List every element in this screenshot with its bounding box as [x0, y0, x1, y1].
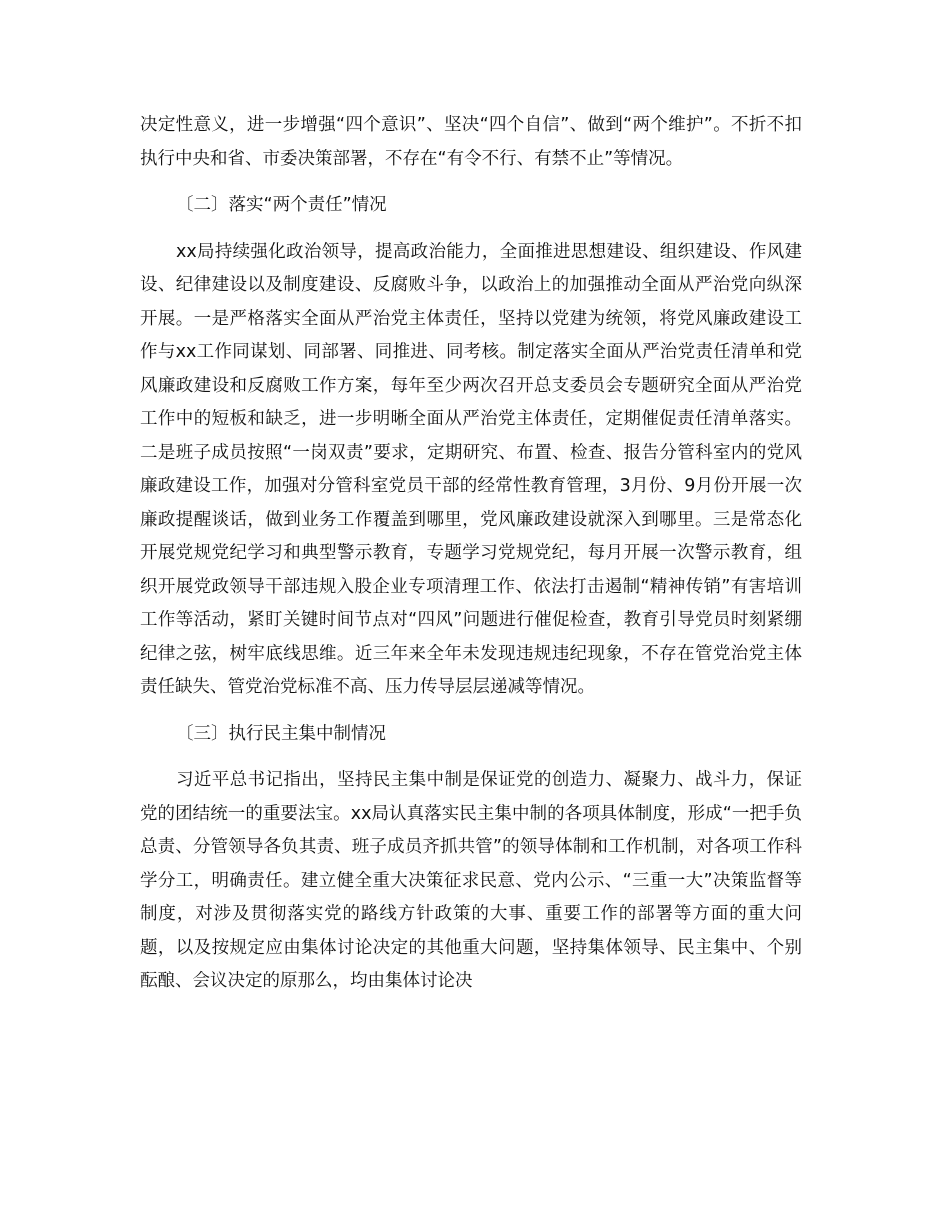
section-heading-democratic-centralism: 〔三〕执行民主集中制情况 — [176, 723, 386, 744]
document-body — [140, 109, 802, 999]
continuation-paragraph: 决定性意义，进一步增强“四个意识”、坚决“四个自信”、做到“两个维护”。不折不扣执行中央和省、市委决策部署，不存在“有令不行、有禁不止”等情况。 — [140, 115, 802, 169]
section-heading-two-responsibilities: 〔二〕落实“两个责任”情况 — [176, 195, 387, 215]
paragraph-democratic-centralism: 习近平总书记指出，坚持民主集中制是保证党的创造力、凝聚力、战斗力，保证党的团结统一的重要法宝。xx局认真落实民主集中制的各项具体制度，形成“一把手负总责、分管领导各负其责、班子成员齐抓共管”的领导体制和工作机制，对各项工作科学分工，明确责任。建立健全重大决策征求民意、党内公示、“三重一大”决策监督等制度，对涉及贯彻落实党的路线方针政策的大事、重要工作的部署等方面的重大问题，以及按规定应由集体讨论决定的其他重大问题，坚持集体领导、民主集中、个别酝酿、会议决定的原那么，均由集体讨论决 — [140, 770, 802, 991]
paragraph-two-responsibilities: xx局持续强化政治领导，提高政治能力，全面推进思想建设、组织建设、作风建设、纪律建设以及制度建设、反腐败斗争，以政治上的加强推动全面从严治党向纵深开展。一是严格落实全面从严治党主体责任，坚持以党建为统领，将党风廉政建设工作与xx工作同谋划、同部署、同推进、同考核。制定落实全面从严治党责任清单和党风廉政建设和反腐败工作方案，每年至少两次召开总支委员会专题研究全面从严治党工作中的短板和缺乏，进一步明晰全面从严治党主体责任，定期催促责任清单落实。二是班子成员按照“一岗双责”要求，定期研究、布置、检查、报告分管科室内的党风廉政建设工作，加强对分管科室党员干部的经常性教育管理，3月份、9月份开展一次廉政提醒谈话，做到业务工作覆盖到哪里，党风廉政建设就深入到哪里。三是常态化开展党规党纪学习和典型警示教育，专题学习党规党纪，每月开展一次警示教育，组织开展党政领导干部违规入股企业专项清理工作、依法打击遏制“精神传销”有害培训工作等活动，紧盯关键时间节点对“四风”问题进行催促检查，教育引导党员时刻紧绷纪律之弦，树牢底线思维。近三年来全年未发现违规违纪现象，不存在管党治党主体责任缺失、管党治党标准不高、压力传导层层递减等情况。 — [140, 241, 802, 697]
